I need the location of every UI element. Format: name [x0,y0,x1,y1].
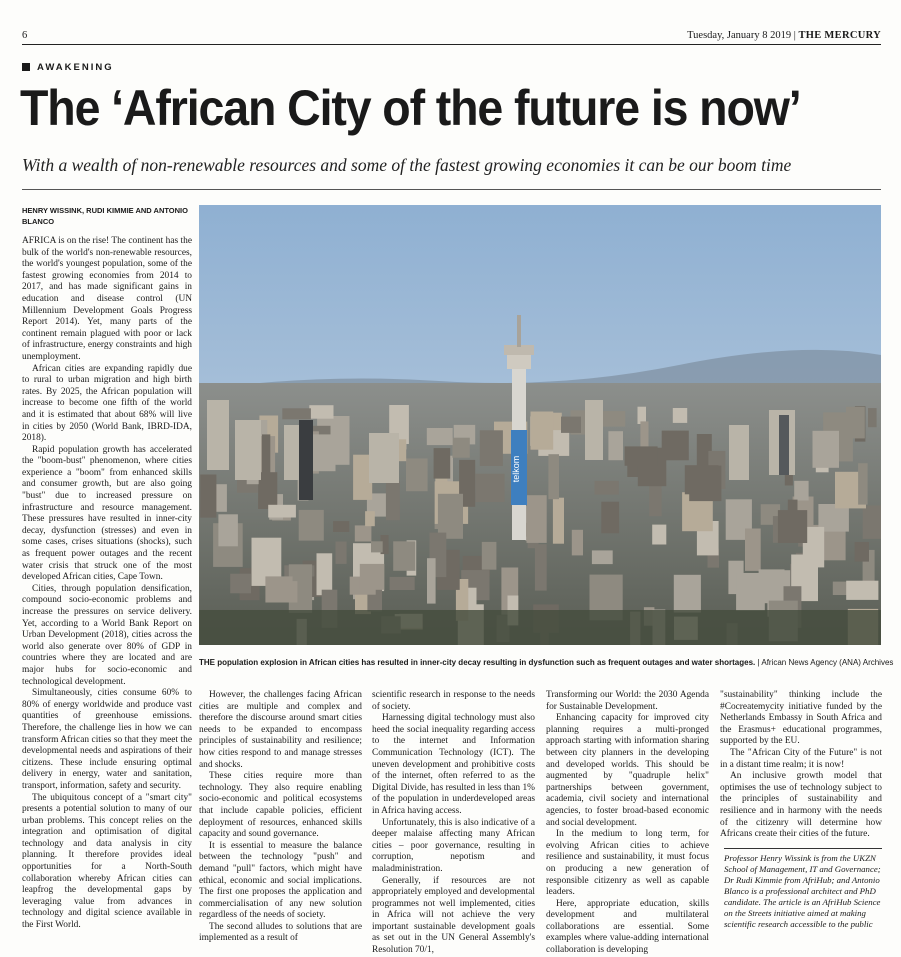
building-block [371,541,383,552]
building-block [572,530,583,556]
photo-credit: | African News Agency (ANA) Archives [757,658,894,667]
building-block [218,514,238,546]
building-block [200,475,216,518]
paragraph: African cities are expanding rapidly due to rural to urban migration and high birth rates. By 2025, the African population will increase to become one fifth of the world and it is estimated that about 68% will live in cities by 2050 (World Bank, IBRD-IDA, 2018). [22,363,192,444]
paragraph: Cities, through population densification, compound socio-economic problems and increase the pressures on service delivery. Yet, according to a World Bank Report on Urban Development (2018), cities across the world also generate over 80% of GDP in countries where they are located and are major hubs for socio-economic and technological development. [22,583,192,687]
building-block [282,408,311,419]
date-publication [687,30,881,41]
building-block [625,446,658,465]
header-separator: | [793,30,796,41]
building-block [482,542,497,570]
building-block [434,448,451,479]
building-block [608,431,623,460]
paragraph: Here, appropriate education, skills development and multilateral collaborations are essential. Some examples where value-adding international collaboration is developing [546,898,709,956]
building-block [592,550,613,564]
issue-date: Tuesday, January 8 2019 [687,30,792,41]
building-block [390,577,415,590]
building-block [846,407,865,439]
paragraph: The "African City of the Future" is not in a distant time realm; it is now! [720,747,882,770]
section-kicker [22,62,114,73]
building-block [778,510,807,543]
building-block [855,542,869,562]
page-number: 6 [22,30,28,41]
building-block [531,412,554,450]
paragraph: AFRICA is on the rise! The continent has the bulk of the world's non-renewable resources, the world's youngest population, some of the fastest growing economies from 2014 to 2017, and has made significant gains in education and disease control (UN Millennium Development Goals Progress Report 2014). Yet, many parts of the continent remain plagued with poor or lack of infrastructure, energy constraints and high unemployment. [22,236,192,362]
paragraph: These cities require more than technology. They also require enabling socio-economic and political ecosystems that include capable policies, efficient deployment of resources, enhanced skills capacity and sound governance. [199,771,362,840]
building-block [685,465,719,494]
building-block [262,434,270,474]
paragraph: An inclusive growth model that optimises the use of technology subject to the principles of sustainability and resilience and in harmony with the needs of the citizenry will determine how Africans create their cities of the future. [720,771,882,840]
building-block [406,458,428,491]
building-block [355,525,372,541]
building-block [652,525,666,545]
johannesburg-skyline-image [199,205,881,645]
paragraph: The second alludes to solutions that are implemented as a result of [199,921,362,944]
building-block [863,505,881,539]
building-block [336,542,347,564]
building-block [561,417,581,433]
building-block [393,541,415,571]
paragraph: "sustainability" thinking include the #Cocreatemycity initiative funded by the Netherlands Embassy in South Africa and the Erasmus+ educational programmes, supported by the EU. [720,690,882,747]
building-block [553,498,564,544]
building-block [745,529,761,571]
building-block [480,430,503,466]
building-block [299,510,324,541]
paragraph: Simultaneously, cities consume 60% to 80% of energy worldwide and produce vast quantities of greenhouse emissions. Therefore, the challenge lies in how we can transform African cities so that they meet the developmental needs and aspirations of their citizens. These include ensuring optimal delivery in energy, water and sanitation, transport, information, safety and security. [22,688,192,791]
building-block [333,521,349,532]
building-block [438,494,463,539]
building-block [317,553,333,595]
building-block [427,558,436,603]
kicker-label: AWAKENING [37,62,114,73]
building-block [365,511,375,526]
article-column-5 [720,690,882,841]
paragraph: Harnessing digital technology must also heed the social inequality regarding access to the internet and Information Communication Technology (ICT). The uneven development and prohibitive costs of the internet, often referred to as the Digital Divide, has resulted in less than 1% of the population in underdeveloped areas in Africa having access. [372,713,535,816]
building-block [309,405,333,419]
building-block [360,564,385,590]
building-block [858,463,868,504]
building-block [794,481,808,501]
article-column-4 [546,690,709,957]
paragraph: In the medium to long term, for evolving African cities to achieve resilience and sustainability, it must focus on producing a new generation of responsible citizenry as well as capable leaders. [546,829,709,898]
paragraph: scientific research in response to the needs of society. [372,690,535,712]
building-block [475,474,504,502]
building-block [527,495,547,543]
author-bio: Professor Henry Wissink is from the UKZN School of Management, IT and Governance; Dr Rudi Kimmie from AfriHub; and Antonio Blanco is a professional architect and PhD candidate. The article is an AfriHub Science on the Streets initiative aimed at making scientific research accessible to the public [724,848,882,930]
paragraph: It is essential to measure the balance between the technology "push" and demand "pull" factors, which might have ethical, economic and social implications. The first one proposes the application and commercialisation of any new solution regardless of the needs of society. [199,840,362,921]
paragraph: However, the challenges facing African cities are multiple and complex and therefore the discourse around smart cities needs to be expanded to encompass principles of sustainability and resilience; how cities respond to and manage stresses and shocks. [199,690,362,770]
article-column-3 [372,690,535,957]
building-block [846,581,878,600]
header-rule [22,44,881,45]
deck-rule [22,189,881,190]
paragraph: The ubiquitous concept of a "smart city" presents a potential solution to many of our urban problems. This concept relies on the integration and optimisation of digital technology and data analysis in city planning. It therefore provides ideal opportunities for a North-South collaboration whereby African cities can leapfrog the developmental gaps by leveraging value from advances in technology and digital science available in the First World. [22,792,192,931]
city-photo [199,205,881,645]
building-block [452,438,469,458]
standfirst: With a wealth of non-renewable resources and some of the fastest growing economies it can be our boom time [22,155,792,175]
paragraph: Generally, if resources are not appropriately employed and developmental programmes not well implemented, cities in Africa will not achieve the very important sustainable development goals as set out in the UN General Assembly's Resolution 70/1, [372,875,535,956]
building-block [427,428,453,445]
building-block [535,544,547,590]
building-block [595,481,619,495]
building-block [662,431,689,461]
byline: HENRY WISSINK, RUDI KIMMIE AND ANTONIO BLANCO [22,206,188,226]
photo-caption [199,657,894,668]
article-column-1 [22,236,192,932]
paragraph: Enhancing capacity for improved city planning requires a multi-pronged approach starting with information sharing between city planners in the developing and developed worlds. This should be augmented by "quadruple helix" partnerships between government, academia, civil society and international agencies, to foster broad-based economic and social development. [546,713,709,828]
headline: The ‘African City of the future is now’ [20,80,801,136]
building-block [293,570,310,581]
building-block [674,575,701,613]
paragraph: Transforming our World: the 2030 Agenda for Sustainable Development. [546,690,709,712]
building-block [813,431,840,468]
building-block [601,502,619,534]
building-block [548,454,559,499]
building-block [386,481,400,520]
paragraph: Unfortunately, this is also indicative of a deeper malaise affecting many African cities – poor governance, resulting in corruption, nepotism and maladministration. [372,817,535,874]
article-column-2 [199,690,362,945]
caption-text: THE population explosion in African cities has resulted in inner-city decay resulting in dysfunction such as frequent outages and water shortages. [199,658,756,667]
building-block [268,505,296,518]
building-block [230,574,251,594]
building-block [673,408,687,423]
publication-name: THE MERCURY [798,30,881,41]
building-block [868,408,877,427]
paragraph: Rapid population growth has accelerated the "boom-bust" phenomenon, where cities experience a "boom" from enhanced skills and consumer growth, but are also going "bust" due to increased pressure on infrastructure and resource management. These pressures have resulted in inner-city decay, dysfunction (stresses) and even in some cases, crises situations (shocks), such as frequent power outages and the recent water crisis that struck one of the most developed African cities, Cape Town. [22,444,192,583]
tower-sign-text: telkom [511,455,521,483]
building-block [736,573,765,611]
kicker-square-icon [22,63,30,71]
building-block [602,411,626,427]
